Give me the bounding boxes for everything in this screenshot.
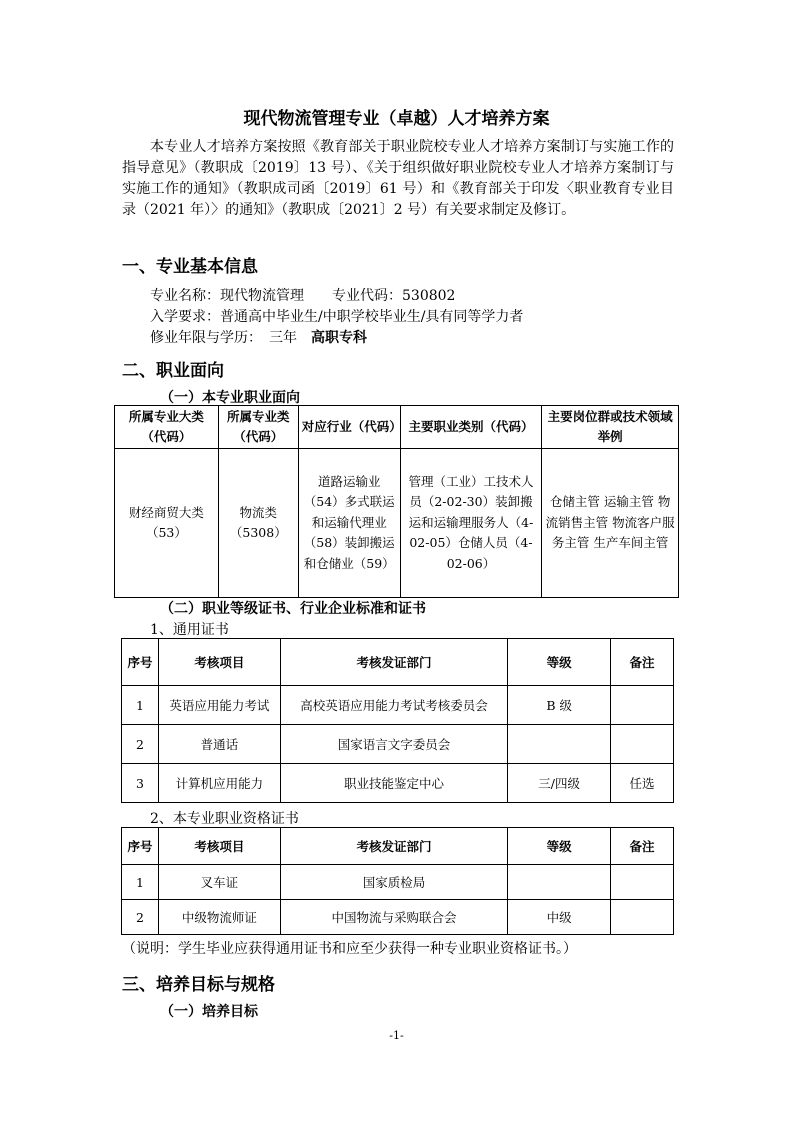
general-cert-title: 1、通用证书 [150,622,229,638]
cert-note: （说明：学生毕业应获得通用证书和应至少获得一种专业职业资格证书。） [122,941,577,957]
table-row [122,900,674,935]
cell-major-category: 财经商贸大类（53） [115,449,219,598]
cell-remark [611,900,674,935]
document-title: 现代物流管理专业（卓越）人才培养方案 [243,109,550,129]
header-major-category: 所属专业大类（代码） [115,406,219,449]
cell-no: 3 [122,764,159,803]
section3-heading: 三、培养目标与规格 [122,975,275,995]
header-item: 考核项目 [158,639,280,686]
cell-level: 中级 [508,900,611,935]
header-level: 等级 [508,639,611,686]
cell-item: 英语应用能力考试 [158,686,280,725]
cell-item: 中级物流师证 [158,900,280,935]
cell-level [508,725,611,764]
cell-dept: 国家质检局 [280,865,508,900]
header-industry: 对应行业（代码） [298,406,400,449]
section2-sub1-heading: （一）本专业职业面向 [160,390,300,406]
table-row [122,725,674,764]
cell-level: B 级 [508,686,611,725]
cell-no: 1 [122,686,159,725]
cell-item: 计算机应用能力 [158,764,280,803]
table-row [115,449,679,598]
section2-heading: 二、职业面向 [122,361,224,381]
table-header-row [122,828,674,865]
cell-dept: 国家语言文字委员会 [280,725,508,764]
study-duration-label: 修业年限与学历： 三年 [150,330,311,346]
admission-requirement: 入学要求：普通高中毕业生/中职学校毕业生/具有同等学力者 [150,309,524,325]
cell-item: 叉车证 [158,865,280,900]
header-no: 序号 [122,639,159,686]
degree-level: 高职专科 [311,330,367,346]
table-row [122,686,674,725]
cell-level [508,865,611,900]
major-cert-title: 2、本专业职业资格证书 [150,811,299,827]
header-remark: 备注 [611,639,674,686]
cell-industry: 道路运输业（54）多式联运和运输代理业（58）装卸搬运和仓储业（59） [298,449,400,598]
cell-remark [611,686,674,725]
table-row [122,764,674,803]
header-level: 等级 [508,828,611,865]
header-occupation: 主要职业类别（代码） [400,406,542,449]
cell-remark [611,725,674,764]
section1-heading: 一、专业基本信息 [122,257,258,277]
cell-remark [611,865,674,900]
table-row [122,865,674,900]
page-number: -1- [389,1029,404,1042]
cell-dept: 职业技能鉴定中心 [280,764,508,803]
cell-occupation: 管理（工业）工技术人员（2-02-30）装卸搬运和运输理服务人（4-02-05）仓储人员（4-02-06） [400,449,542,598]
cell-major-class: 物流类（5308） [218,449,298,598]
section3-sub1-heading: （一）培养目标 [160,1004,258,1020]
intro-paragraph: 本专业人才培养方案按照《教育部关于职业院校专业人才培养方案制订与实施工作的指导意见》（教职成〔2019〕13 号）、《关于组织做好职业院校专业人才培养方案制订与实施工作的通知》（教职成司函〔2019〕61 号）和《教育部关于印发〈职业教育专业目录（2021 年）〉的通知》（教职成〔2021〕2 号）有关要求制定及修订。 [122,139,674,218]
career-orientation-table [114,405,679,598]
header-item: 考核项目 [158,828,280,865]
cell-dept: 高校英语应用能力考试考核委员会 [280,686,508,725]
cell-no: 1 [122,865,159,900]
general-cert-table [121,638,674,803]
cell-level: 三/四级 [508,764,611,803]
header-positions: 主要岗位群或技术领域举例 [542,406,679,449]
cell-item: 普通话 [158,725,280,764]
cell-no: 2 [122,725,159,764]
major-cert-table [121,827,674,935]
table-header-row [122,639,674,686]
header-no: 序号 [122,828,159,865]
table-header-row [115,406,679,449]
header-dept: 考核发证部门 [280,639,508,686]
major-name-code: 专业名称：现代物流管理 专业代码：530802 [150,288,456,304]
header-major-class: 所属专业类（代码） [218,406,298,449]
header-dept: 考核发证部门 [280,828,508,865]
cell-positions: 仓储主管 运输主管 物流销售主管 物流客户服务主管 生产车间主管 [542,449,679,598]
cell-no: 2 [122,900,159,935]
cell-dept: 中国物流与采购联合会 [280,900,508,935]
section2-sub2-heading: （二）职业等级证书、行业企业标准和证书 [160,601,426,617]
cell-remark: 任选 [611,764,674,803]
study-duration [150,327,367,347]
header-remark: 备注 [611,828,674,865]
